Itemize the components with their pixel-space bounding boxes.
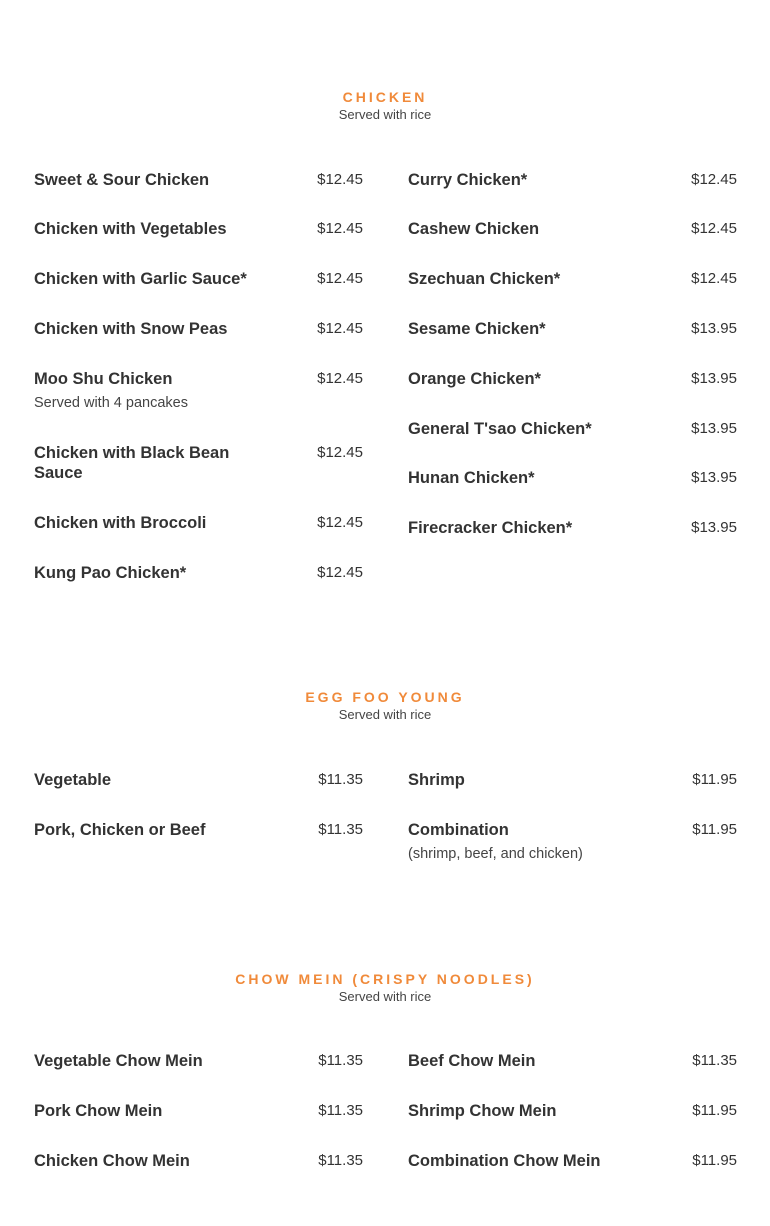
item-price: $12.45 [691, 171, 737, 188]
menu-item [408, 820, 737, 863]
menu-item [408, 518, 737, 538]
item-name: Chicken with Broccoli [34, 514, 207, 532]
item-name: General T'sao Chicken* [408, 420, 592, 438]
item-name: Moo Shu Chicken [34, 370, 173, 388]
menu-item [34, 443, 363, 483]
item-price: $11.35 [318, 1102, 363, 1119]
item-name: Cashew Chicken [408, 220, 540, 238]
menu-item [408, 269, 737, 289]
section-title: EGG FOO YOUNG [305, 689, 465, 705]
menu-item [34, 1051, 363, 1071]
item-name: Pork, Chicken or Beef [34, 821, 206, 839]
item-price: $12.45 [317, 171, 363, 188]
menu-item [408, 170, 737, 190]
item-name: Sweet & Sour Chicken [34, 171, 210, 189]
menu-item [408, 419, 737, 439]
menu-item [34, 1151, 363, 1171]
item-name: Pork Chow Mein [34, 1102, 163, 1120]
item-price: $11.95 [692, 821, 737, 838]
section-subtitle: Served with rice [338, 707, 432, 722]
item-price: $12.45 [317, 514, 363, 531]
menu-item [34, 219, 363, 239]
item-price: $11.95 [692, 771, 737, 788]
item-price: $13.95 [691, 370, 737, 387]
item-name: Kung Pao Chicken* [34, 564, 187, 582]
menu-item [34, 513, 363, 533]
section-subtitle: Served with rice [338, 989, 432, 1004]
menu-item [408, 468, 737, 488]
item-price: $13.95 [691, 469, 737, 486]
menu-item [34, 369, 363, 412]
item-name: Shrimp [408, 771, 465, 789]
menu-item [408, 1101, 737, 1121]
menu-item [408, 219, 737, 239]
item-name: Chicken with Garlic Sauce* [34, 270, 247, 288]
item-price: $12.45 [317, 370, 363, 387]
section-title: CHICKEN [342, 89, 428, 105]
menu-item [408, 1151, 737, 1171]
item-price: $12.45 [317, 220, 363, 237]
item-price: $11.35 [318, 1052, 363, 1069]
item-price: $13.95 [691, 420, 737, 437]
item-name: Vegetable Chow Mein [34, 1052, 203, 1070]
menu-item [408, 369, 737, 389]
item-name: Firecracker Chicken* [408, 519, 573, 537]
item-name: Combination [408, 821, 509, 839]
item-name: Curry Chicken* [408, 171, 528, 189]
item-name: Vegetable [34, 771, 112, 789]
menu-item [34, 319, 363, 339]
item-price: $11.35 [318, 821, 363, 838]
item-name: Combination Chow Mein [408, 1152, 601, 1170]
item-price: $11.95 [692, 1102, 737, 1119]
menu-item [34, 1101, 363, 1121]
item-price: $12.45 [317, 564, 363, 581]
item-name: Beef Chow Mein [408, 1052, 536, 1070]
item-name: Szechuan Chicken* [408, 270, 561, 288]
item-price: $11.35 [318, 1152, 363, 1169]
section-subtitle: Served with rice [338, 107, 432, 122]
item-name: Chicken with Snow Peas [34, 320, 228, 338]
item-price: $11.95 [692, 1152, 737, 1169]
menu-item [34, 170, 363, 190]
item-name: Shrimp Chow Mein [408, 1102, 557, 1120]
menu-item [408, 319, 737, 339]
item-name: Chicken with Black Bean Sauce [34, 444, 230, 482]
section-header [0, 688, 770, 723]
item-price: $11.35 [318, 771, 363, 788]
item-name: Orange Chicken* [408, 370, 541, 388]
item-name: Sesame Chicken* [408, 320, 546, 338]
item-name: Hunan Chicken* [408, 469, 535, 487]
item-price: $12.45 [691, 220, 737, 237]
menu-item [408, 770, 737, 790]
menu-item [34, 563, 363, 583]
item-price: $12.45 [317, 444, 363, 461]
item-price: $12.45 [317, 270, 363, 287]
section-header [0, 88, 770, 123]
item-description: (shrimp, beef, and chicken) [408, 846, 583, 862]
item-description: Served with 4 pancakes [34, 395, 188, 411]
item-name: Chicken with Vegetables [34, 220, 227, 238]
item-price: $13.95 [691, 519, 737, 536]
item-name: Chicken Chow Mein [34, 1152, 190, 1170]
item-price: $11.35 [692, 1052, 737, 1069]
item-price: $12.45 [317, 320, 363, 337]
menu-item [34, 770, 363, 790]
section-header [0, 970, 770, 1005]
item-price: $12.45 [691, 270, 737, 287]
item-price: $13.95 [691, 320, 737, 337]
menu-item [34, 269, 363, 289]
section-title: CHOW MEIN (CRISPY NOODLES) [235, 971, 535, 987]
menu-item [34, 820, 363, 840]
menu-item [408, 1051, 737, 1071]
